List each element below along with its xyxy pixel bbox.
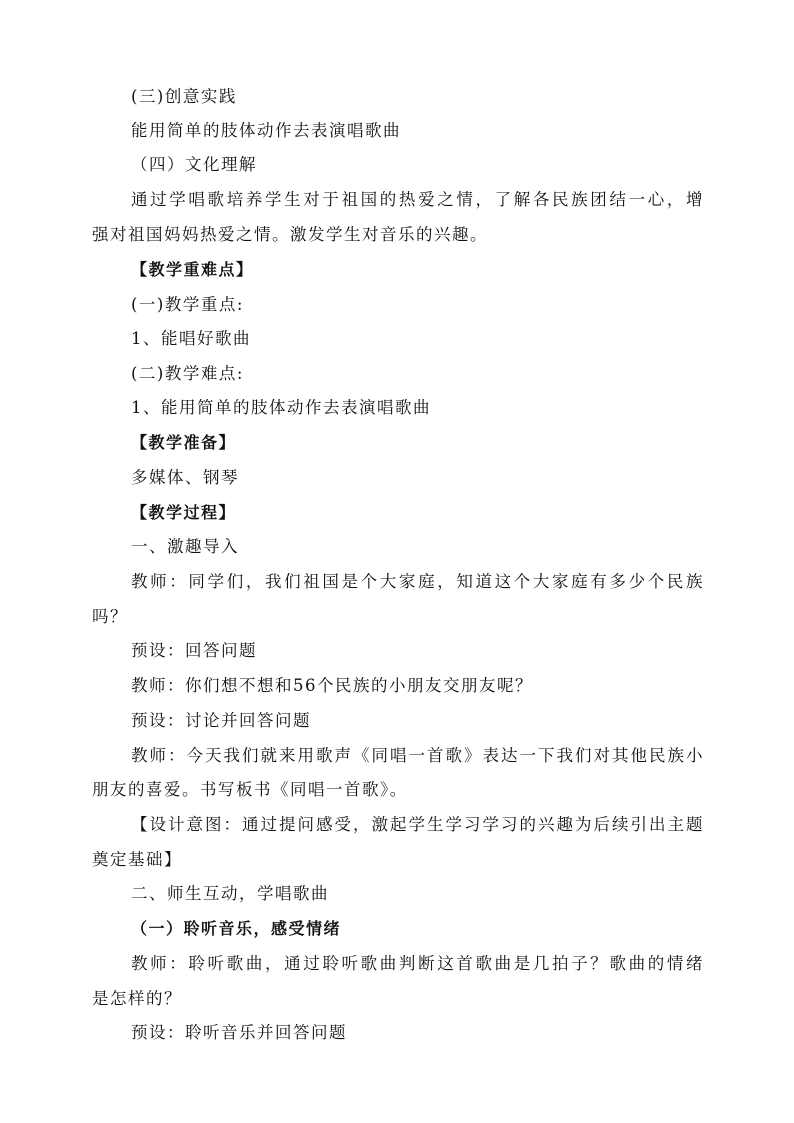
paragraph-line: 教师：同学们，我们祖国是个大家庭，知道这个大家庭有多少个民族 <box>131 572 704 591</box>
section-heading-cultural-understanding: （四）文化理解 <box>131 155 257 174</box>
paragraph-line: 预设：聆听音乐并回答问题 <box>131 1023 347 1042</box>
subheading-listening: （一）聆听音乐，感受情绪 <box>131 919 342 938</box>
list-item: 1、能唱好歌曲 <box>131 329 251 348</box>
paragraph-line: 是怎样的？ <box>92 989 182 1008</box>
subheading-interaction: 二、师生互动，学唱歌曲 <box>131 884 329 903</box>
subheading-introduction: 一、激趣导入 <box>131 537 239 556</box>
paragraph-line: 预设：回答问题 <box>131 641 257 660</box>
paragraph-line: 教师：聆听歌曲，通过聆听歌曲判断这首歌曲是几拍子？歌曲的情绪 <box>131 954 704 973</box>
subheading-teaching-focus: (一)教学重点: <box>131 295 244 314</box>
design-intent-note: 奠定基础】 <box>92 850 182 869</box>
paragraph-line: 朋友的喜爱。书写板书《同唱一首歌》。 <box>92 780 408 799</box>
list-item: 1、能用简单的肢体动作去表演唱歌曲 <box>131 398 431 417</box>
design-intent-note: 【设计意图：通过提问感受，激起学生学习学习的兴趣为后续引出主题 <box>131 815 704 834</box>
section-title-preparation: 【教学准备】 <box>131 433 237 452</box>
section-heading-creative-practice: (三)创意实践 <box>131 87 237 106</box>
paragraph-line: 强对祖国妈妈热爱之情。激发学生对音乐的兴趣。 <box>92 225 488 244</box>
paragraph-line: 通过学唱歌培养学生对于祖国的热爱之情，了解各民族团结一心，增 <box>131 190 704 209</box>
paragraph-line: 教师：今天我们就来用歌声《同唱一首歌》表达一下我们对其他民族小 <box>131 746 704 765</box>
paragraph-line: 能用简单的肢体动作去表演唱歌曲 <box>131 121 401 140</box>
paragraph-line: 多媒体、钢琴 <box>131 468 239 487</box>
paragraph-line: 教师：你们想不想和56个民族的小朋友交朋友呢？ <box>131 676 533 695</box>
subheading-teaching-difficulty: (二)教学难点: <box>131 364 244 383</box>
section-title-teaching-process: 【教学过程】 <box>131 503 237 522</box>
section-title-key-points: 【教学重难点】 <box>131 260 254 279</box>
paragraph-line: 预设：讨论并回答问题 <box>131 711 311 730</box>
paragraph-line: 吗？ <box>92 607 128 626</box>
